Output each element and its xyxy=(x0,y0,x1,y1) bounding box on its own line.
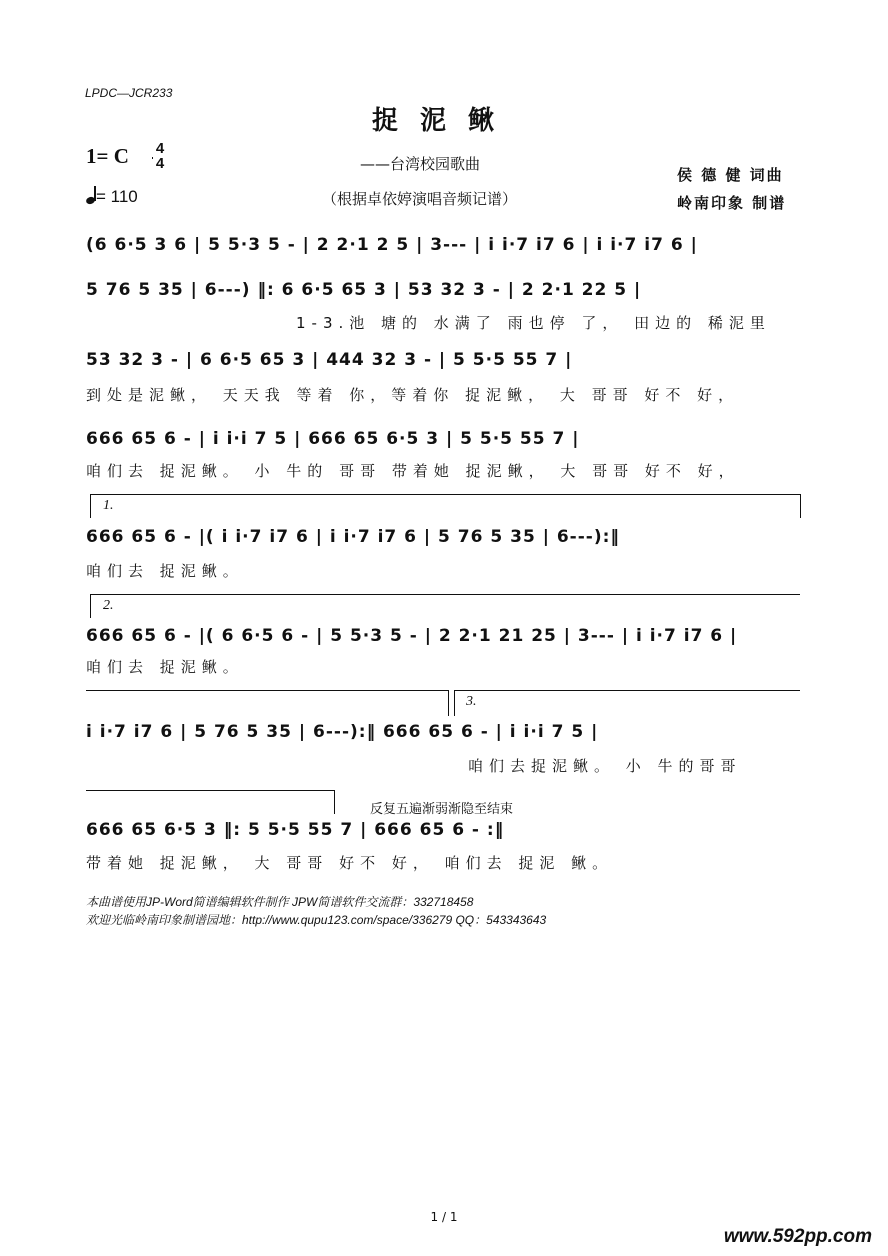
credit-author: 侯 德 健 词曲 xyxy=(677,166,784,184)
page-indicator: 1 / 1 xyxy=(430,1210,458,1224)
repeat-instruction: 反复五遍渐弱渐隐至结束 xyxy=(370,802,514,817)
system-8-notes: 666 65 6·5 3 ‖: 5 5·5 55 7 | 666 65 6 - :‖ xyxy=(86,820,505,840)
system-7-notes: i i·7 i7 6 | 5 76 5 35 | 6---):‖ 666 65 6 - | i i·i 7 5 | xyxy=(86,722,599,742)
system-6-lyrics: 咱们去 捉泥鳅。 xyxy=(86,658,244,676)
footer-line-1: 本曲谱使用JP-Word简谱编辑软件制作 JPW简谱软件交流群：332718458 xyxy=(86,895,474,909)
page-title: 捉泥鳅 xyxy=(371,106,516,136)
ending-3-bracket xyxy=(454,690,800,691)
quarter-note-icon xyxy=(86,186,96,204)
ending-2-bracket xyxy=(90,594,800,595)
system-3-lyrics: 到处是泥鳅， 天天我 等着 你，等着你 捉泥鳅， 大 哥哥 好不 好， xyxy=(86,386,740,404)
system-1-notes: (6 6·5 3 6 | 5 5·3 5 - | 2 2·1 2 5 | 3--- | i i·7 i7 6 | i i·7 i7 6 | xyxy=(86,235,698,255)
system-5-notes: 666 65 6 - |( i i·7 i7 6 | i i·7 i7 6 | 5 76 5 35 | 6---):‖ xyxy=(86,527,620,547)
system-2-notes: 5 76 5 35 | 6---) ‖: 6 6·5 65 3 | 53 32 3 - | 2 2·1 22 5 | xyxy=(86,280,642,300)
time-sig-top: 4 xyxy=(155,140,165,157)
system-4-lyrics: 咱们去 捉泥鳅。 小 牛的 哥哥 带着她 捉泥鳅， 大 哥哥 好不 好， xyxy=(86,462,740,480)
score-code: LPDC—JCR233 xyxy=(85,86,173,100)
system-4-notes: 666 65 6 - | i i·i 7 5 | 666 65 6·5 3 | 5 5·5 55 7 | xyxy=(86,429,580,449)
tempo-marking xyxy=(86,186,138,207)
ending-1-label: 1. xyxy=(103,498,114,513)
system-3-notes: 53 32 3 - | 6 6·5 65 3 | 444 32 3 - | 5 5·5 55 7 | xyxy=(86,350,573,370)
subtitle: ——台湾校园歌曲 xyxy=(360,155,481,173)
key-signature: 1= C xyxy=(86,144,129,168)
ending-2-continuation xyxy=(86,690,448,691)
ending-3-continuation xyxy=(86,790,334,791)
watermark: www.592pp.com xyxy=(723,1226,872,1247)
source-note: （根据卓依婷演唱音频记谱） xyxy=(322,190,518,208)
footer-line-2: 欢迎光临岭南印象制谱园地：http://www.qupu123.com/space/336279 QQ：543343643 xyxy=(86,913,547,927)
ending-3-label: 3. xyxy=(466,694,477,709)
system-7-lyrics: 咱们去捉泥鳅。 小 牛的哥哥 xyxy=(468,757,742,775)
ending-1-bracket xyxy=(90,494,800,495)
system-2-lyrics: 1-3.池 塘的 水满了 雨也停 了， 田边的 稀泥里 xyxy=(296,314,771,332)
system-5-lyrics: 咱们去 捉泥鳅。 xyxy=(86,562,244,580)
time-signature xyxy=(152,141,168,171)
credit-transcriber: 岭南印象 制谱 xyxy=(677,194,787,212)
system-6-notes: 666 65 6 - |( 6 6·5 6 - | 5 5·3 5 - | 2 2·1 21 25 | 3--- | i i·7 i7 6 | xyxy=(86,626,738,646)
tempo-value: = 110 xyxy=(96,187,138,206)
system-8-lyrics: 带着她 捉泥鳅， 大 哥哥 好不 好， 咱们去 捉泥 鳅。 xyxy=(86,854,614,872)
time-sig-bottom: 4 xyxy=(155,155,165,172)
ending-2-label: 2. xyxy=(103,598,114,613)
